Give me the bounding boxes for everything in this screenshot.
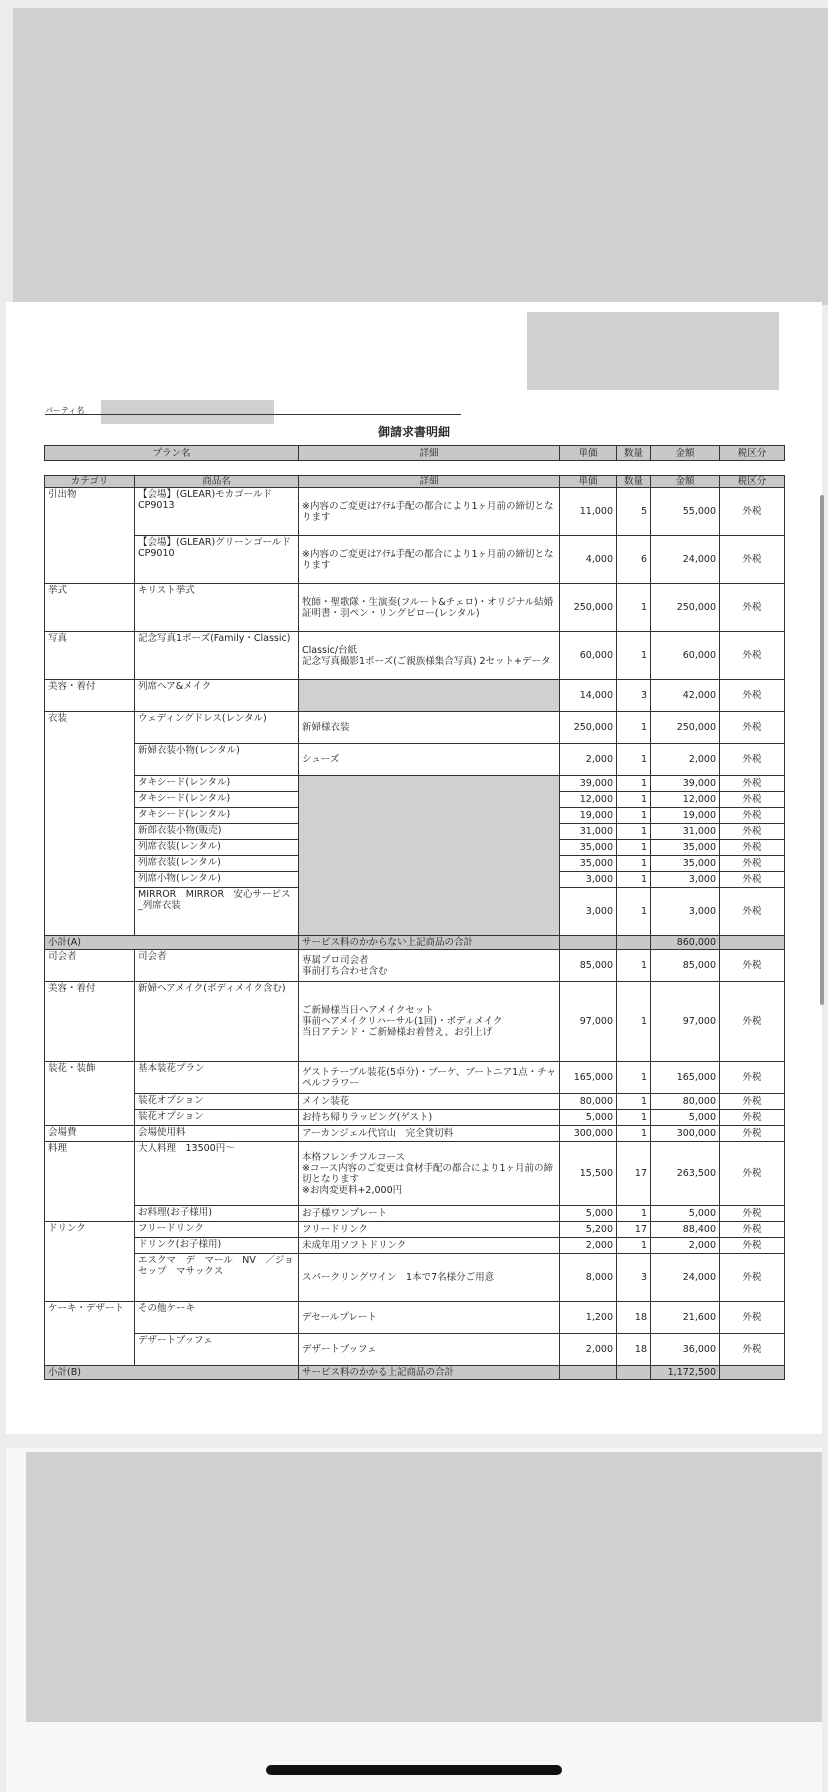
amount: 97,000 [651, 982, 720, 1062]
quantity: 1 [617, 1238, 651, 1254]
table-row [45, 1126, 785, 1142]
redacted-detail [299, 776, 560, 936]
subtotal-a-label: 小計(A) [45, 936, 299, 950]
table-row [45, 1206, 785, 1222]
unit-price: 85,000 [560, 950, 617, 982]
amount: 36,000 [651, 1334, 720, 1366]
item-detail: 新婦様衣装 [299, 712, 560, 744]
category-cell: 衣装 [45, 712, 135, 936]
home-indicator[interactable] [266, 1765, 562, 1775]
unit-price: 2,000 [560, 744, 617, 776]
unit-price: 2,000 [560, 1334, 617, 1366]
items-table [44, 475, 785, 1380]
item-name: キリスト挙式 [135, 584, 299, 632]
category-cell: ケーキ・デザート [45, 1302, 135, 1366]
tax-type: 外税 [720, 824, 785, 840]
tax-type: 外税 [720, 712, 785, 744]
next-page [6, 1448, 822, 1792]
category-cell: 司会者 [45, 950, 135, 982]
item-detail: ゲストテーブル装花(5卓分)・ブーケ、ブートニア1点・チャペルフラワー [299, 1062, 560, 1094]
unit-price: 4,000 [560, 536, 617, 584]
tax-type: 外税 [720, 1238, 785, 1254]
amount: 24,000 [651, 536, 720, 584]
header-amount: 金額 [651, 476, 720, 488]
unit-price: 14,000 [560, 680, 617, 712]
table-row [45, 584, 785, 632]
category-cell: 写真 [45, 632, 135, 680]
item-detail: 専属プロ司会者 事前打ち合わせ含む [299, 950, 560, 982]
subtotal-a-amount: 860,000 [651, 936, 720, 950]
unit-price: 3,000 [560, 888, 617, 936]
tax-type: 外税 [720, 840, 785, 856]
table-row [45, 744, 785, 776]
amount: 3,000 [651, 888, 720, 936]
quantity: 6 [617, 536, 651, 584]
item-name: エスクマ デ マール NV ／ジョセップ マサックス [135, 1254, 299, 1302]
amount: 21,600 [651, 1302, 720, 1334]
tax-type: 外税 [720, 1302, 785, 1334]
header-unit-price: 単価 [560, 476, 617, 488]
tax-type: 外税 [720, 776, 785, 792]
amount: 2,000 [651, 744, 720, 776]
unit-price: 5,000 [560, 1206, 617, 1222]
category-cell: 会場費 [45, 1126, 135, 1142]
table-row [45, 950, 785, 982]
item-name: 司会者 [135, 950, 299, 982]
quantity: 1 [617, 744, 651, 776]
item-detail: フリードリンク [299, 1222, 560, 1238]
item-name: 列席小物(レンタル) [135, 872, 299, 888]
table-row [45, 982, 785, 1062]
header-amount: 金額 [651, 446, 720, 461]
quantity: 1 [617, 888, 651, 936]
unit-price: 2,000 [560, 1238, 617, 1254]
header-detail: 詳細 [299, 476, 560, 488]
item-name: お料理(お子様用) [135, 1206, 299, 1222]
redacted-header-block [527, 312, 779, 390]
table-row [45, 1062, 785, 1094]
tax-type: 外税 [720, 1094, 785, 1110]
amount: 24,000 [651, 1254, 720, 1302]
item-detail: 牧師・聖歌隊・生演奏(フルート&チェロ)・オリジナル結婚証明書・羽ペン・リングピロー(レンタル) [299, 584, 560, 632]
quantity: 1 [617, 792, 651, 808]
quantity: 1 [617, 1094, 651, 1110]
tax-type: 外税 [720, 488, 785, 536]
tax-type: 外税 [720, 632, 785, 680]
item-name: その他ケーキ [135, 1302, 299, 1334]
table-row [45, 1142, 785, 1206]
header-quantity: 数量 [617, 446, 651, 461]
quantity: 3 [617, 680, 651, 712]
quantity: 1 [617, 1126, 651, 1142]
tax-type: 外税 [720, 680, 785, 712]
item-detail: 本格フレンチフルコース ※コース内容のご変更は食材手配の都合により1ヶ月前の締切となります ※お肉変更料+2,000円 [299, 1142, 560, 1206]
unit-price: 8,000 [560, 1254, 617, 1302]
tax-type: 外税 [720, 536, 785, 584]
item-name: デザートブッフェ [135, 1334, 299, 1366]
category-cell: 料理 [45, 1142, 135, 1222]
item-detail: デセールプレート [299, 1302, 560, 1334]
item-detail: ※内容のご変更はｱｲﾃﾑ手配の都合により1ヶ月前の締切となります [299, 488, 560, 536]
quantity: 17 [617, 1142, 651, 1206]
redacted-party-name [101, 400, 274, 424]
item-name: ウェディングドレス(レンタル) [135, 712, 299, 744]
quantity: 1 [617, 872, 651, 888]
quantity: 1 [617, 1110, 651, 1126]
header-tax-type: 税区分 [720, 446, 785, 461]
item-detail: デザートブッフェ [299, 1334, 560, 1366]
unit-price: 35,000 [560, 856, 617, 872]
table-row [45, 1254, 785, 1302]
amount: 19,000 [651, 808, 720, 824]
amount: 250,000 [651, 712, 720, 744]
party-name-underline [45, 414, 461, 415]
redacted-next-page [26, 1452, 822, 1722]
item-detail: Classic/台紙 記念写真撮影1ポーズ(ご親族様集合写真) 2セット+データ [299, 632, 560, 680]
item-detail: シューズ [299, 744, 560, 776]
subtotal-a-detail: サービス料のかからない上記商品の合計 [299, 936, 560, 950]
amount: 31,000 [651, 824, 720, 840]
subtotal-b-row [45, 1366, 785, 1380]
unit-price: 250,000 [560, 712, 617, 744]
unit-price: 35,000 [560, 840, 617, 856]
unit-price: 60,000 [560, 632, 617, 680]
item-detail: お持ち帰りラッピング(ゲスト) [299, 1110, 560, 1126]
amount: 88,400 [651, 1222, 720, 1238]
table-row [45, 776, 785, 792]
item-name: タキシード(レンタル) [135, 776, 299, 792]
quantity: 1 [617, 632, 651, 680]
unit-price: 39,000 [560, 776, 617, 792]
tax-type: 外税 [720, 950, 785, 982]
quantity: 1 [617, 840, 651, 856]
unit-price: 80,000 [560, 1094, 617, 1110]
tax-type: 外税 [720, 1126, 785, 1142]
unit-price: 250,000 [560, 584, 617, 632]
header-unit-price: 単価 [560, 446, 617, 461]
unit-price: 5,000 [560, 1110, 617, 1126]
scrollbar[interactable] [820, 495, 824, 1005]
quantity: 1 [617, 950, 651, 982]
unit-price: 31,000 [560, 824, 617, 840]
category-cell: ドリンク [45, 1222, 135, 1302]
tax-type: 外税 [720, 1206, 785, 1222]
subtotal-b-amount: 1,172,500 [651, 1366, 720, 1380]
amount: 12,000 [651, 792, 720, 808]
amount: 55,000 [651, 488, 720, 536]
amount: 60,000 [651, 632, 720, 680]
quantity: 1 [617, 856, 651, 872]
header-category: カテゴリ [45, 476, 135, 488]
amount: 2,000 [651, 1238, 720, 1254]
category-cell: 挙式 [45, 584, 135, 632]
subtotal-b-detail: サービス料のかかる上記商品の合計 [299, 1366, 560, 1380]
unit-price: 12,000 [560, 792, 617, 808]
item-name: 新郎衣装小物(販売) [135, 824, 299, 840]
amount: 250,000 [651, 584, 720, 632]
amount: 80,000 [651, 1094, 720, 1110]
invoice-page [6, 302, 822, 1434]
item-name: 新婦衣装小物(レンタル) [135, 744, 299, 776]
unit-price: 300,000 [560, 1126, 617, 1142]
unit-price: 1,200 [560, 1302, 617, 1334]
item-name: 装花オプション [135, 1110, 299, 1126]
subtotal-a-row [45, 936, 785, 950]
item-name: 基本装花プラン [135, 1062, 299, 1094]
tax-type: 外税 [720, 792, 785, 808]
quantity: 1 [617, 712, 651, 744]
tax-type: 外税 [720, 1254, 785, 1302]
table-row [45, 1222, 785, 1238]
item-name: 列席衣装(レンタル) [135, 840, 299, 856]
amount: 85,000 [651, 950, 720, 982]
tax-type: 外税 [720, 584, 785, 632]
quantity: 17 [617, 1222, 651, 1238]
tax-type: 外税 [720, 1334, 785, 1366]
header-tax-type: 税区分 [720, 476, 785, 488]
table-row [45, 1238, 785, 1254]
tax-type: 外税 [720, 1110, 785, 1126]
tax-type: 外税 [720, 982, 785, 1062]
redacted-detail [299, 680, 560, 712]
table-row [45, 488, 785, 536]
header-quantity: 数量 [617, 476, 651, 488]
item-detail: メイン装花 [299, 1094, 560, 1110]
tax-type: 外税 [720, 1142, 785, 1206]
item-name: フリードリンク [135, 1222, 299, 1238]
item-name: 列席ヘア&メイク [135, 680, 299, 712]
unit-price: 11,000 [560, 488, 617, 536]
quantity: 5 [617, 488, 651, 536]
tax-type: 外税 [720, 808, 785, 824]
unit-price: 15,500 [560, 1142, 617, 1206]
table-row [45, 632, 785, 680]
tax-type: 外税 [720, 1062, 785, 1094]
amount: 39,000 [651, 776, 720, 792]
table-row [45, 1094, 785, 1110]
item-detail: ご新婦様当日ヘアメイクセット 事前ヘアメイクリハーサル(1回)・ボディメイク 当日アテンド・ご新婦様お着替え、お引上げ [299, 982, 560, 1062]
item-name: 大人料理 13500円〜 [135, 1142, 299, 1206]
quantity: 18 [617, 1302, 651, 1334]
amount: 3,000 [651, 872, 720, 888]
tax-type: 外税 [720, 744, 785, 776]
category-cell: 美容・着付 [45, 982, 135, 1062]
item-detail: アーカンジェル代官山 完全貸切料 [299, 1126, 560, 1142]
item-name: 【会場】(GLEAR)モカゴールド CP9013 [135, 488, 299, 536]
item-name: 装花オプション [135, 1094, 299, 1110]
quantity: 1 [617, 1062, 651, 1094]
amount: 42,000 [651, 680, 720, 712]
table-row [45, 536, 785, 584]
document-title: 御請求書明細 [377, 425, 450, 439]
amount: 5,000 [651, 1110, 720, 1126]
quantity: 1 [617, 584, 651, 632]
item-name: 会場使用料 [135, 1126, 299, 1142]
quantity: 18 [617, 1334, 651, 1366]
quantity: 1 [617, 776, 651, 792]
category-cell: 装花・装飾 [45, 1062, 135, 1126]
amount: 35,000 [651, 856, 720, 872]
unit-price: 19,000 [560, 808, 617, 824]
header-plan-name: プラン名 [45, 446, 299, 461]
quantity: 1 [617, 824, 651, 840]
quantity: 1 [617, 1206, 651, 1222]
header-detail: 詳細 [299, 446, 560, 461]
table-row [45, 1110, 785, 1126]
quantity: 1 [617, 808, 651, 824]
table-row [45, 680, 785, 712]
redacted-previous-page [13, 8, 828, 305]
item-name: MIRROR MIRROR 安心サービス_列席衣装 [135, 888, 299, 936]
category-cell: 引出物 [45, 488, 135, 584]
tax-type: 外税 [720, 888, 785, 936]
amount: 300,000 [651, 1126, 720, 1142]
amount: 35,000 [651, 840, 720, 856]
tax-type: 外税 [720, 872, 785, 888]
item-name: 列席衣装(レンタル) [135, 856, 299, 872]
item-name: 記念写真1ポーズ(Family・Classic) [135, 632, 299, 680]
amount: 263,500 [651, 1142, 720, 1206]
table-row [45, 1302, 785, 1334]
unit-price: 165,000 [560, 1062, 617, 1094]
tax-type: 外税 [720, 1222, 785, 1238]
tax-type: 外税 [720, 856, 785, 872]
subtotal-b-label: 小計(B) [45, 1366, 299, 1380]
item-detail: お子様ワンプレート [299, 1206, 560, 1222]
item-name: タキシード(レンタル) [135, 808, 299, 824]
item-name: 【会場】(GLEAR)グリーンゴールド CP9010 [135, 536, 299, 584]
unit-price: 97,000 [560, 982, 617, 1062]
quantity: 1 [617, 982, 651, 1062]
amount: 5,000 [651, 1206, 720, 1222]
quantity: 3 [617, 1254, 651, 1302]
party-name-label: パーティ名 [45, 406, 85, 415]
plan-header-table [44, 445, 785, 461]
unit-price: 5,200 [560, 1222, 617, 1238]
item-detail: スパークリングワイン 1本で7名様分ご用意 [299, 1254, 560, 1302]
item-name: 新婦ヘアメイク(ボディメイク含む) [135, 982, 299, 1062]
unit-price: 3,000 [560, 872, 617, 888]
category-cell: 美容・着付 [45, 680, 135, 712]
table-row [45, 1334, 785, 1366]
item-detail: 未成年用ソフトドリンク [299, 1238, 560, 1254]
header-item-name: 商品名 [135, 476, 299, 488]
table-row [45, 712, 785, 744]
item-name: ドリンク(お子様用) [135, 1238, 299, 1254]
item-detail: ※内容のご変更はｱｲﾃﾑ手配の都合により1ヶ月前の締切となります [299, 536, 560, 584]
item-name: タキシード(レンタル) [135, 792, 299, 808]
amount: 165,000 [651, 1062, 720, 1094]
